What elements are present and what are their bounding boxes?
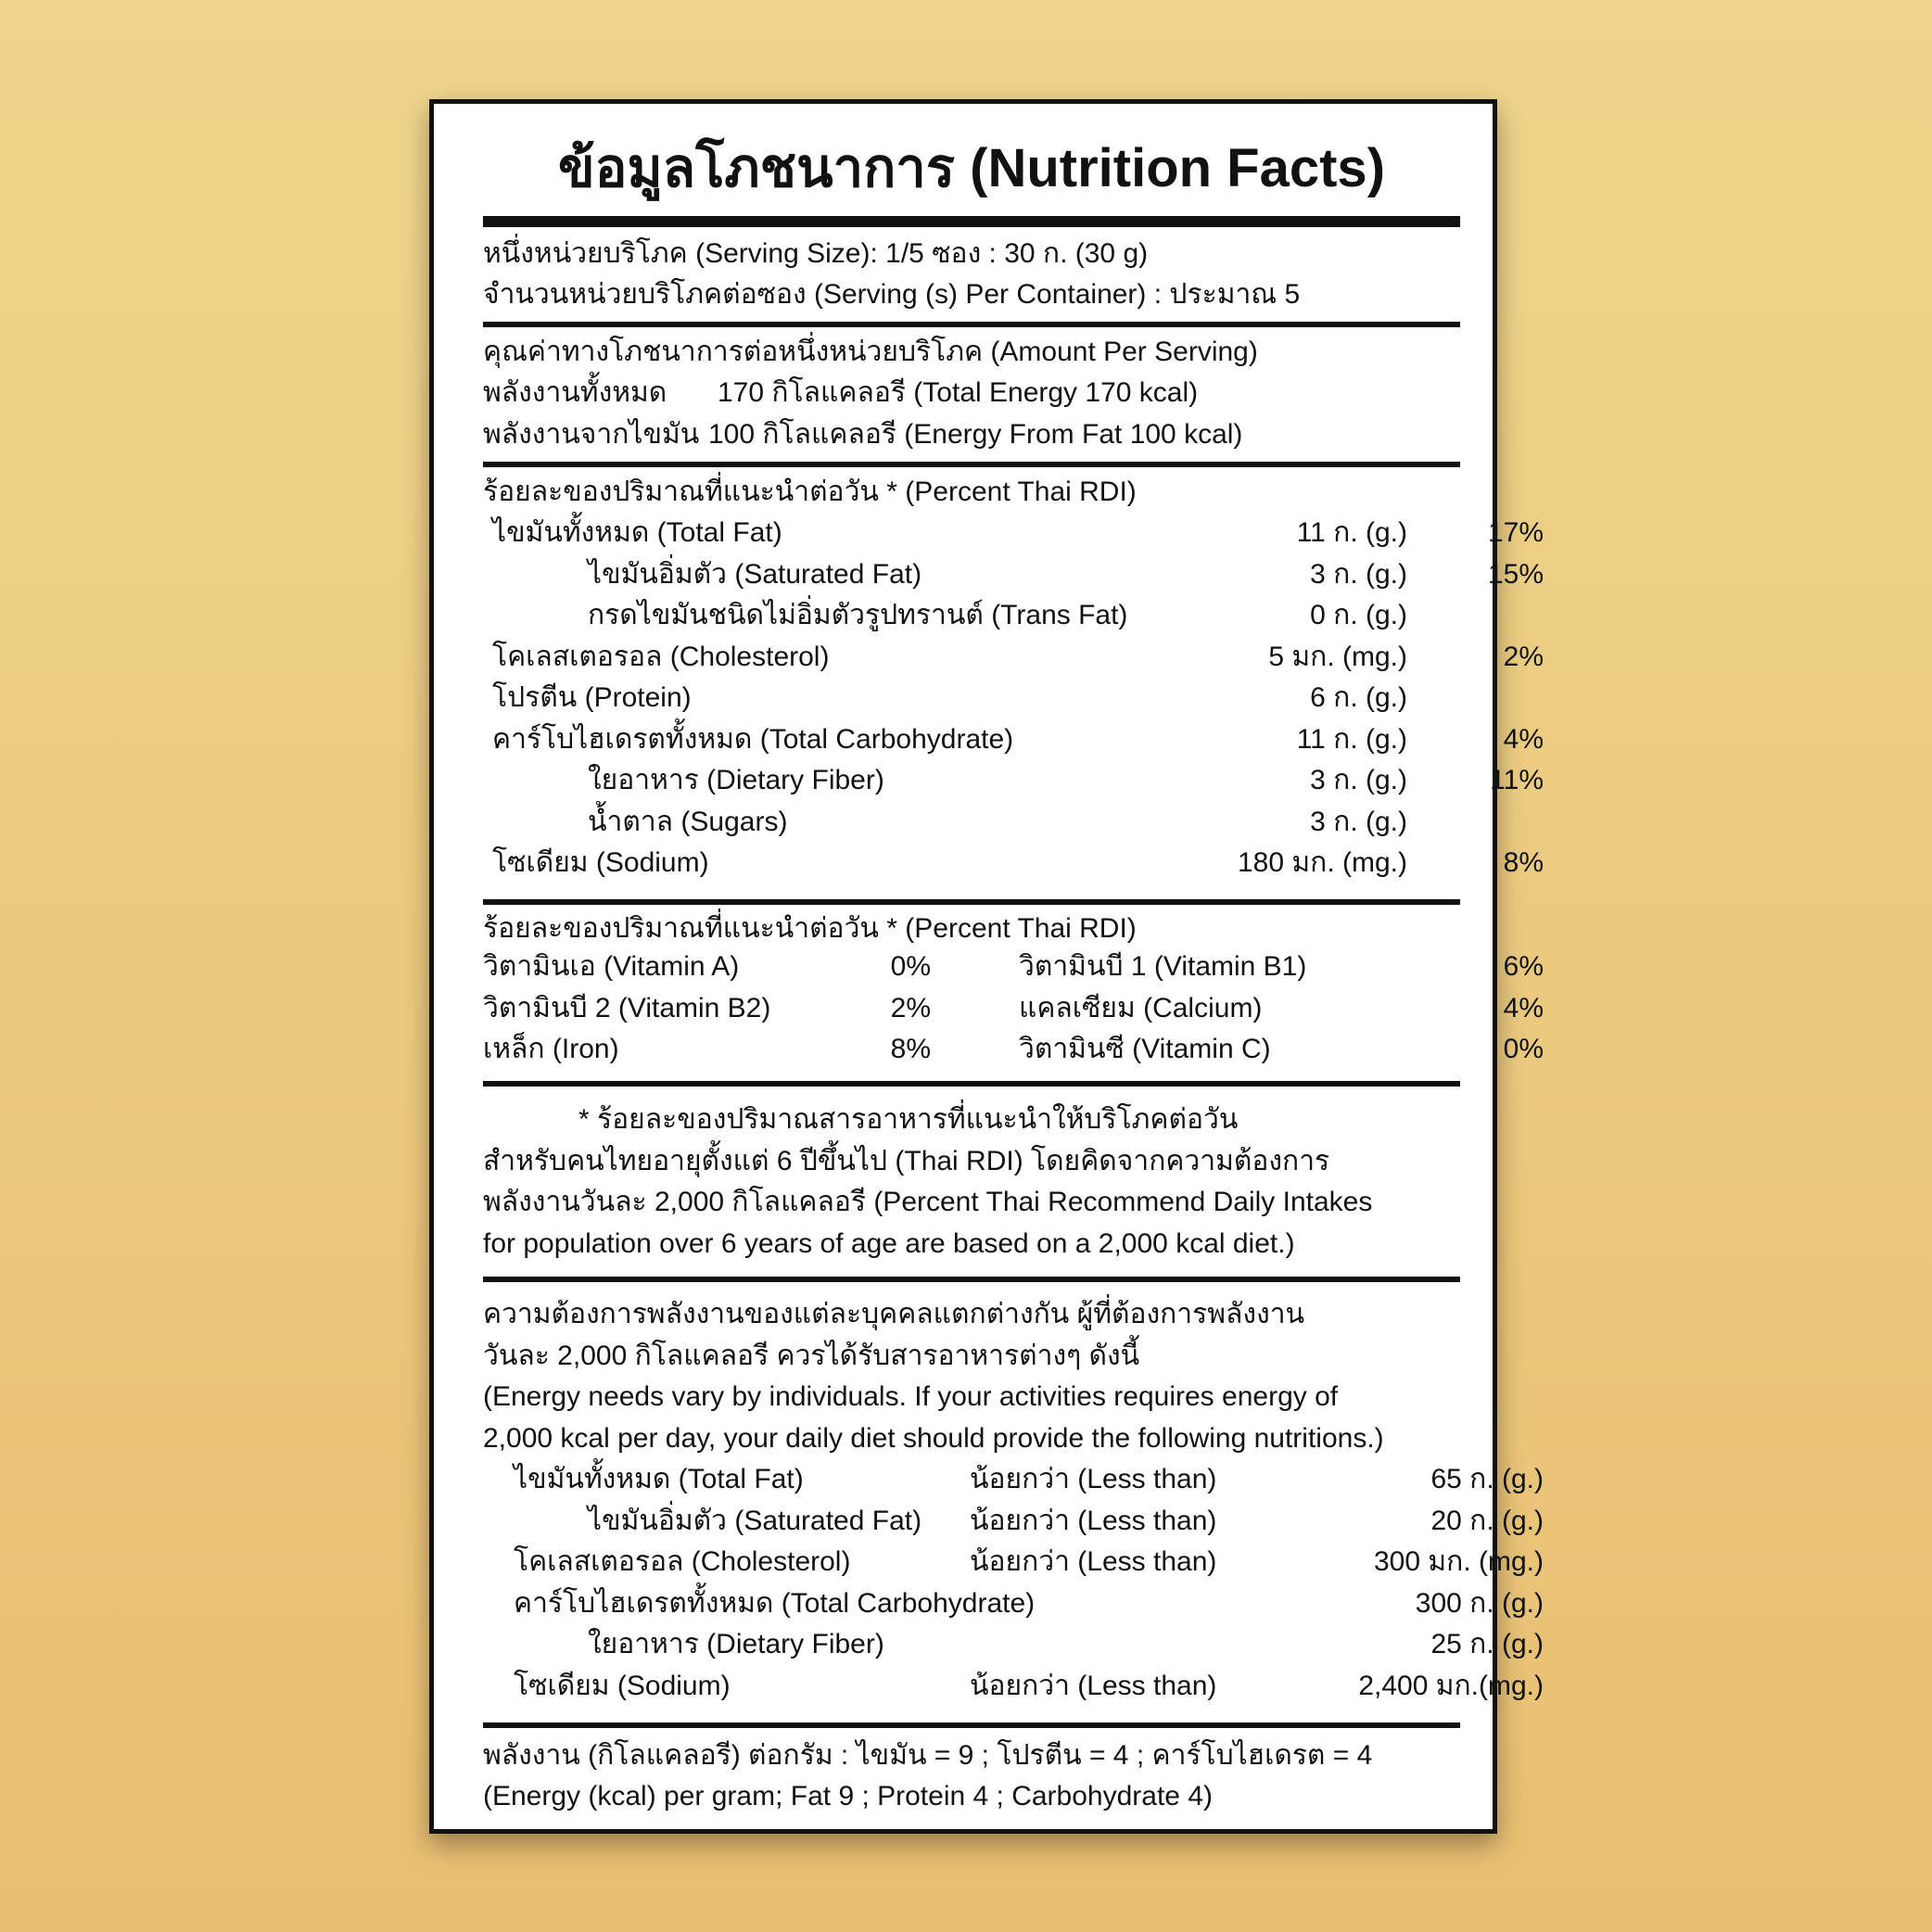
total-energy-value: 170 กิโลแคลอรี (Total Energy 170 kcal)	[718, 377, 1199, 408]
nutrient-name: โคเลสเตอรอล (Cholesterol)	[492, 642, 830, 672]
vitamin-name: วิตามินซี (Vitamin C)	[1019, 1034, 1271, 1064]
daily-value-name: โซเดียม (Sodium)	[514, 1671, 731, 1701]
nutrition-label	[429, 99, 1544, 1834]
vitamin-name: แคลเซียม (Calcium)	[1019, 993, 1263, 1023]
nutrient-amount: 11 ก. (g.)	[1296, 517, 1407, 548]
fat-energy-value: 100 กิโลแคลอรี (Energy From Fat 100 kcal)	[708, 419, 1243, 450]
vitamin-name: วิตามินบี 1 (Vitamin B1)	[1019, 951, 1307, 982]
nutrient-amount: 3 ก. (g.)	[1310, 765, 1407, 795]
fat-energy-label: พลังงานจากไขมัน	[483, 419, 700, 450]
nutrient-percent: 17%	[1487, 517, 1544, 548]
footnote-line: * ร้อยละของปริมาณสารอาหารที่แนะนำให้บริโภคต่อวัน	[578, 1104, 1239, 1135]
daily-value-qualifier: น้อยกว่า (Less than)	[970, 1671, 1217, 1701]
nutrient-percent: 11%	[1490, 765, 1544, 795]
label-title: ข้อมูลโภชนาการ (Nutrition Facts)	[557, 138, 1386, 198]
nutrient-percent: 4%	[1503, 724, 1544, 755]
daily-value-amount: 300 ก. (g.)	[1415, 1588, 1544, 1619]
footnote-line: for population over 6 years of age are based on a 2,000 kcal diet.)	[483, 1228, 1295, 1259]
nutrient-name: คาร์โบไฮเดรตทั้งหมด (Total Carbohydrate)	[492, 724, 1014, 755]
vitamin-percent: 8%	[890, 1034, 931, 1064]
vitamin-name: วิตามินเอ (Vitamin A)	[483, 951, 740, 982]
vitamin-percent: 6%	[1503, 951, 1544, 982]
daily-value-amount: 300 มก. (mg.)	[1374, 1546, 1544, 1577]
daily-value-amount: 2,400 มก.(mg.)	[1358, 1671, 1544, 1701]
needs-text-line: วันละ 2,000 กิโลแคลอรี ควรได้รับสารอาหารต่างๆ ดังนี้	[483, 1341, 1140, 1371]
nutrient-amount: 3 ก. (g.)	[1310, 559, 1407, 590]
needs-text-line: ความต้องการพลังงานของแต่ละบุคคลแตกต่างกัน ผู้ที่ต้องการพลังงาน	[483, 1299, 1305, 1329]
daily-value-qualifier: น้อยกว่า (Less than)	[970, 1546, 1217, 1577]
divider-thick	[483, 216, 1460, 227]
serving-size: หนึ่งหน่วยบริโภค (Serving Size): 1/5 ซอง : 30 ก. (30 g)	[483, 238, 1149, 269]
divider	[483, 1277, 1460, 1282]
nutrient-amount: 180 มก. (mg.)	[1238, 847, 1407, 878]
nutrient-name: ไขมันทั้งหมด (Total Fat)	[492, 517, 782, 548]
rdi-heading: ร้อยละของปริมาณที่แนะนำต่อวัน * (Percent Thai RDI)	[483, 913, 1137, 944]
needs-text-line: 2,000 kcal per day, your daily diet should provide the following nutritions.)	[483, 1423, 1384, 1454]
rdi-heading: ร้อยละของปริมาณที่แนะนำต่อวัน * (Percent Thai RDI)	[483, 477, 1137, 507]
vitamin-percent: 2%	[890, 993, 931, 1023]
divider	[483, 899, 1460, 905]
daily-value-name: ไขมันทั้งหมด (Total Fat)	[514, 1464, 804, 1494]
daily-value-name: ไขมันอิ่มตัว (Saturated Fat)	[588, 1506, 922, 1536]
vitamin-name: เหล็ก (Iron)	[483, 1034, 619, 1064]
nutrient-name: โปรตีน (Protein)	[492, 682, 692, 713]
nutrient-percent: 15%	[1487, 559, 1544, 590]
daily-value-name: โคเลสเตอรอล (Cholesterol)	[514, 1546, 851, 1577]
daily-value-qualifier: น้อยกว่า (Less than)	[970, 1506, 1217, 1536]
nutrient-name: โซเดียม (Sodium)	[492, 847, 709, 878]
vitamin-name: วิตามินบี 2 (Vitamin B2)	[483, 993, 771, 1023]
daily-value-qualifier: น้อยกว่า (Less than)	[970, 1464, 1217, 1494]
daily-value-name: คาร์โบไฮเดรตทั้งหมด (Total Carbohydrate)	[514, 1588, 1036, 1619]
energy-per-gram-line: พลังงาน (กิโลแคลอรี) ต่อกรัม : ไขมัน = 9 ; โปรตีน = 4 ; คาร์โบไฮเดรต = 4	[483, 1740, 1373, 1771]
daily-value-amount: 25 ก. (g.)	[1430, 1629, 1544, 1659]
nutrient-percent: 2%	[1503, 642, 1544, 672]
nutrient-amount: 11 ก. (g.)	[1296, 724, 1407, 755]
daily-value-amount: 20 ก. (g.)	[1430, 1506, 1544, 1536]
vitamin-percent: 4%	[1503, 993, 1544, 1023]
needs-text-line: (Energy needs vary by individuals. If your activities requires energy of	[483, 1381, 1339, 1412]
nutrient-amount: 0 ก. (g.)	[1310, 600, 1407, 630]
nutrient-name: ไขมันอิ่มตัว (Saturated Fat)	[588, 559, 922, 590]
nutrient-amount: 3 ก. (g.)	[1310, 807, 1407, 837]
nutrient-name: น้ำตาล (Sugars)	[588, 807, 788, 837]
nutrient-name: ใยอาหาร (Dietary Fiber)	[588, 765, 884, 795]
vitamin-percent: 0%	[890, 951, 931, 982]
energy-per-gram-line: (Energy (kcal) per gram; Fat 9 ; Protein 4 ; Carbohydrate 4)	[483, 1781, 1213, 1811]
nutrient-percent: 8%	[1503, 847, 1544, 878]
divider	[483, 1722, 1460, 1728]
divider	[483, 462, 1460, 467]
servings-per-container: จำนวนหน่วยบริโภคต่อซอง (Serving (s) Per Container) : ประมาณ 5	[483, 279, 1301, 310]
nutrient-amount: 6 ก. (g.)	[1310, 682, 1407, 713]
daily-value-amount: 65 ก. (g.)	[1430, 1464, 1544, 1494]
nutrient-amount: 5 มก. (mg.)	[1268, 642, 1407, 672]
amount-per-serving: คุณค่าทางโภชนาการต่อหนึ่งหน่วยบริโภค (Amount Per Serving)	[483, 337, 1258, 367]
divider	[483, 1081, 1460, 1087]
footnote-line: พลังงานวันละ 2,000 กิโลแคลอรี (Percent Thai Recommend Daily Intakes	[483, 1187, 1373, 1217]
total-energy-label: พลังงานทั้งหมด	[483, 377, 667, 408]
divider	[483, 322, 1460, 327]
nutrient-name: กรดไขมันชนิดไม่อิ่มตัวรูปทรานต์ (Trans Fat)	[588, 600, 1128, 630]
vitamin-percent: 0%	[1503, 1034, 1544, 1064]
footnote-line: สำหรับคนไทยอายุตั้งแต่ 6 ปีขึ้นไป (Thai RDI) โดยคิดจากความต้องการ	[483, 1146, 1330, 1176]
daily-value-name: ใยอาหาร (Dietary Fiber)	[588, 1629, 884, 1659]
